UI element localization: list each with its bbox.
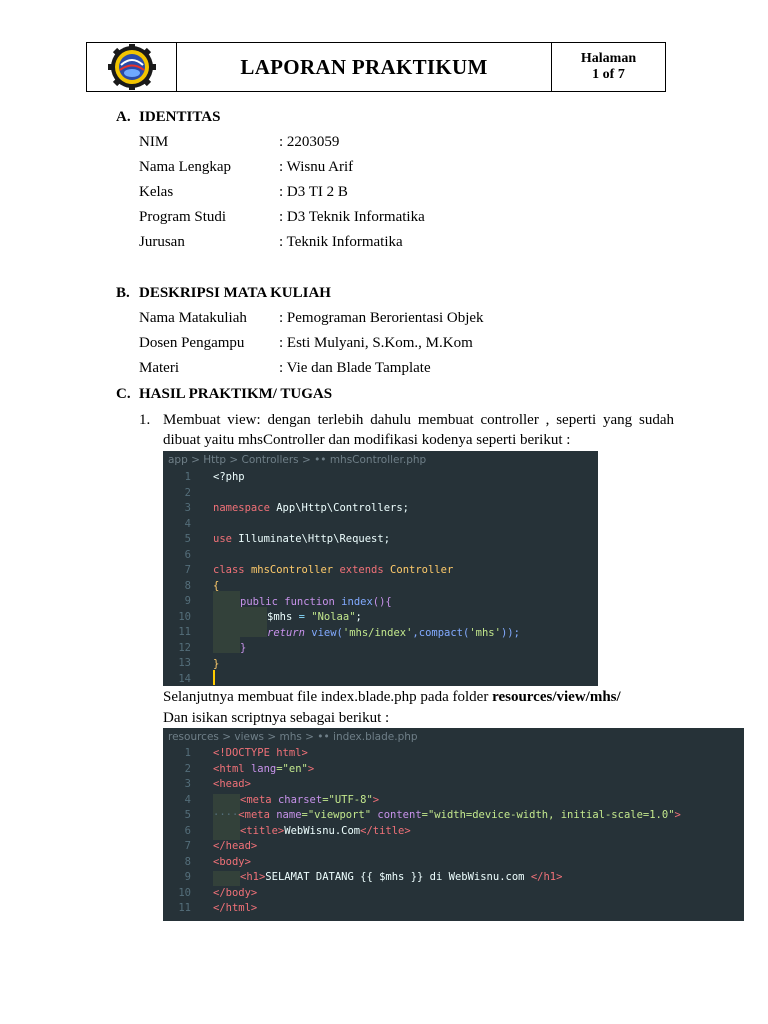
- code-line: <body>: [213, 856, 251, 868]
- blade-file-instruction: Selanjutnya membuat file index.blade.php pada folder resources/view/mhs/: [163, 689, 621, 705]
- page-label: Halaman: [580, 51, 637, 66]
- code-line: namespace App\Http\Controllers;: [213, 502, 409, 514]
- code-line: return view('mhs/index',compact('mhs'));: [267, 627, 520, 639]
- indent-guide: [213, 591, 240, 653]
- code-line: <h1>SELAMAT DATANG {{ $mhs }} di WebWisnu.com </h1>: [240, 871, 563, 883]
- code-line: public function index(){: [240, 596, 392, 608]
- identity-row-program: Program Studi : D3 Teknik Informatika: [139, 209, 425, 225]
- code-line: <head>: [213, 778, 251, 790]
- line-number: 1: [184, 747, 191, 759]
- section-b-heading: B. DESKRIPSI MATA KULIAH: [116, 285, 331, 301]
- logo-cell: [87, 43, 177, 91]
- course-row-name: Nama Matakuliah : Pemograman Berorientasi Objek: [139, 310, 484, 326]
- identity-row-class: Kelas : D3 TI 2 B: [139, 184, 348, 200]
- code-line: <html lang="en">: [213, 763, 315, 775]
- line-number: 10: [178, 886, 191, 899]
- line-number: 2: [184, 486, 191, 499]
- code-line: <?php: [213, 471, 245, 483]
- line-number: 12: [178, 641, 191, 654]
- report-header: [86, 42, 666, 92]
- line-number: 11: [178, 902, 191, 914]
- institution-logo-icon: [105, 44, 159, 90]
- code-line: }: [213, 658, 220, 670]
- script-instruction: Dan isikan scriptnya sebagai berikut :: [163, 710, 390, 726]
- line-number: 2: [184, 762, 191, 775]
- text-cursor: [213, 670, 215, 685]
- code-line: }: [240, 642, 247, 654]
- code-breadcrumb: app > Http > Controllers > •• mhsController.php: [168, 454, 427, 466]
- identity-row-name: Nama Lengkap : Wisnu Arif: [139, 159, 354, 175]
- code-line: <!DOCTYPE html>: [213, 747, 308, 759]
- line-number: 3: [184, 778, 191, 790]
- page-indicator: [551, 43, 665, 91]
- item-1-paragraph: 1. Membuat view: dengan terlebih dahulu membuat controller , seperti yang sudah dibuat yaitu mhsController dan modifikasi kodenya seperti berikut :: [139, 412, 674, 448]
- line-number: 7: [184, 564, 191, 576]
- line-number: 9: [184, 871, 191, 883]
- line-number: 5: [184, 533, 191, 545]
- code-line: <title>WebWisnu.Com</title>: [240, 825, 411, 837]
- blade-code-screenshot: [163, 728, 744, 921]
- line-number: 14: [178, 672, 191, 685]
- line-number: 13: [178, 657, 191, 669]
- course-row-material: Materi : Vie dan Blade Tamplate: [139, 360, 431, 376]
- line-number: 6: [184, 548, 191, 561]
- line-number: 11: [178, 626, 191, 638]
- code-line: </html>: [213, 902, 258, 914]
- code-line: ····<meta name="viewport" content="width=device-width, initial-scale=1.0">: [213, 809, 681, 821]
- indent-guide: [240, 607, 267, 637]
- line-number: 1: [184, 471, 191, 483]
- line-number: 7: [184, 840, 191, 852]
- code-line: $mhs = "Nolaa";: [267, 611, 362, 623]
- line-number: 8: [184, 855, 191, 868]
- course-row-lecturer: Dosen Pengampu : Esti Mulyani, S.Kom., M.Kom: [139, 335, 473, 351]
- line-number: 10: [178, 610, 191, 623]
- code-line: <meta charset="UTF-8">: [240, 794, 380, 806]
- identity-row-nim: NIM : 2203059: [139, 134, 340, 150]
- section-c-heading: C. HASIL PRAKTIKM/ TUGAS: [116, 386, 333, 402]
- line-number: 4: [184, 793, 191, 806]
- code-line: {: [213, 580, 220, 592]
- report-title: LAPORAN PRAKTIKUM: [240, 54, 488, 79]
- code-line: class mhsController extends Controller: [213, 564, 454, 576]
- code-breadcrumb: resources > views > mhs > •• index.blade.php: [168, 731, 418, 743]
- code-line: </head>: [213, 840, 258, 852]
- code-line: </body>: [213, 887, 258, 899]
- section-a-heading: A. IDENTITAS: [116, 109, 221, 125]
- indent-guide: [213, 871, 240, 886]
- controller-code-screenshot: [163, 451, 598, 686]
- line-number: 5: [184, 809, 191, 821]
- line-number: 9: [184, 595, 191, 607]
- page-number: 1 of 7: [592, 67, 625, 82]
- identity-row-department: Jurusan : Teknik Informatika: [139, 234, 403, 250]
- code-line: use Illuminate\Http\Request;: [213, 533, 391, 545]
- line-number: 3: [184, 502, 191, 514]
- line-number: 6: [184, 824, 191, 837]
- line-number: 4: [184, 517, 191, 530]
- line-number: 8: [184, 579, 191, 592]
